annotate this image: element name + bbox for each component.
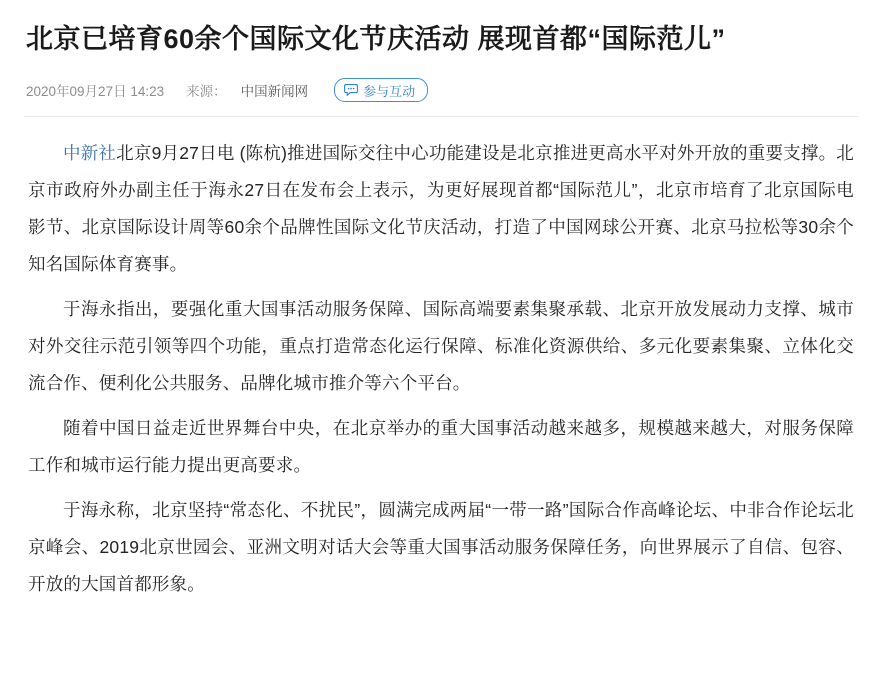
page-title: 北京已培育60余个国际文化节庆活动 展现首都“国际范儿”	[26, 24, 726, 54]
source-link[interactable]: 中新社	[63, 143, 117, 163]
article-body	[24, 135, 858, 603]
article-page	[0, 20, 882, 694]
paragraph-1-text: 北京9月27日电 (陈杭)推进国际交往中心功能建设是北京推进更高水平对外开放的重要支撑。北京市政府外办副主任于海永27日在发布会上表示，为更好展现首都“国际范儿”，北京市培育了北京国际电影节、北京国际设计周等60余个品牌性国际文化节庆活动，打造了中国网球公开赛、北京马拉松等30余个知名国际体育赛事。	[28, 143, 854, 274]
publish-date: 2020年09月27日 14:23	[26, 84, 165, 99]
source-label: 来源：	[186, 84, 227, 99]
participate-button-label: 参与互动	[363, 83, 416, 99]
article-meta	[24, 78, 858, 117]
chat-bubble-icon	[344, 83, 358, 97]
paragraph-3: 随着中国日益走近世界舞台中央，在北京举办的重大国事活动越来越多，规模越来越大，对服务保障工作和城市运行能力提出更高要求。	[28, 418, 854, 475]
source-name: 中国新闻网	[240, 84, 309, 99]
paragraph-4: 于海永称，北京坚持“常态化、不扰民”，圆满完成两届“一带一路”国际合作高峰论坛、中非合作论坛北京峰会、2019北京世园会、亚洲文明对话大会等重大国事活动服务保障任务，向世界展示了自信、包容、开放的大国首都形象。	[28, 500, 854, 594]
participate-button[interactable]	[334, 78, 428, 102]
paragraph-2: 于海永指出，要强化重大国事活动服务保障、国际高端要素集聚承载、北京开放发展动力支撑、城市对外交往示范引领等四个功能，重点打造常态化运行保障、标准化资源供给、多元化要素集聚、立体化交流合作、便利化公共服务、品牌化城市推介等六个平台。	[28, 299, 854, 393]
paragraph-1	[24, 135, 858, 283]
